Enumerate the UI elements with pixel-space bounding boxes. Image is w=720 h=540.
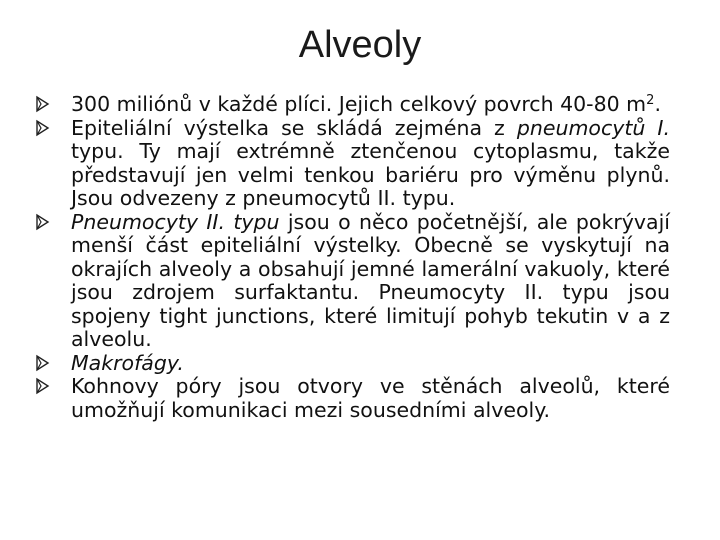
arrow-bullet-icon <box>36 212 56 234</box>
bullet-item-5 <box>36 375 670 422</box>
bullet-item-2 <box>36 117 670 211</box>
bullet-text-4: Makrofágy. <box>71 350 184 375</box>
arrow-bullet-icon <box>36 353 56 375</box>
slide-title: Alveoly <box>298 24 422 66</box>
bullet-text-2: Epiteliální výstelka se skládá zejména z pneumocytů I. typu. Ty mají extrémně ztenčenou cytoplasmu, takže představují jen velmi tenkou bariéru pro výměnu plynů. Jsou odvezeny z pneumocytů II. typu. <box>71 115 670 210</box>
bullet-item-3 <box>36 211 670 352</box>
bullet-item-1 <box>36 93 670 117</box>
bullet-text-3: Pneumocyty II. typu jsou o něco početnější, ale pokrývají menší část epiteliální výstelky. Obecně se vyskytují na okrajích alveoly a obsahují jemné lamerální vakuoly, které jsou zdrojem surfaktantu. Pneumocyty II. typu jsou spojeny tight junctions, které limitují pohyb tekutin v a z alveolu. <box>71 209 670 351</box>
bullet-list <box>36 93 670 422</box>
bullet-text-5: Kohnovy póry jsou otvory ve stěnách alveolů, které umožňují komunikaci mezi sousedními alveoly. <box>71 374 670 422</box>
bullet-text-1: 300 miliónů v každé plíci. Jejich celkový povrch 40-80 $m^2$. <box>71 92 661 116</box>
bullet-item-4 <box>36 352 670 376</box>
arrow-bullet-icon <box>36 118 56 140</box>
arrow-bullet-icon <box>36 94 56 116</box>
arrow-bullet-icon <box>36 376 56 398</box>
